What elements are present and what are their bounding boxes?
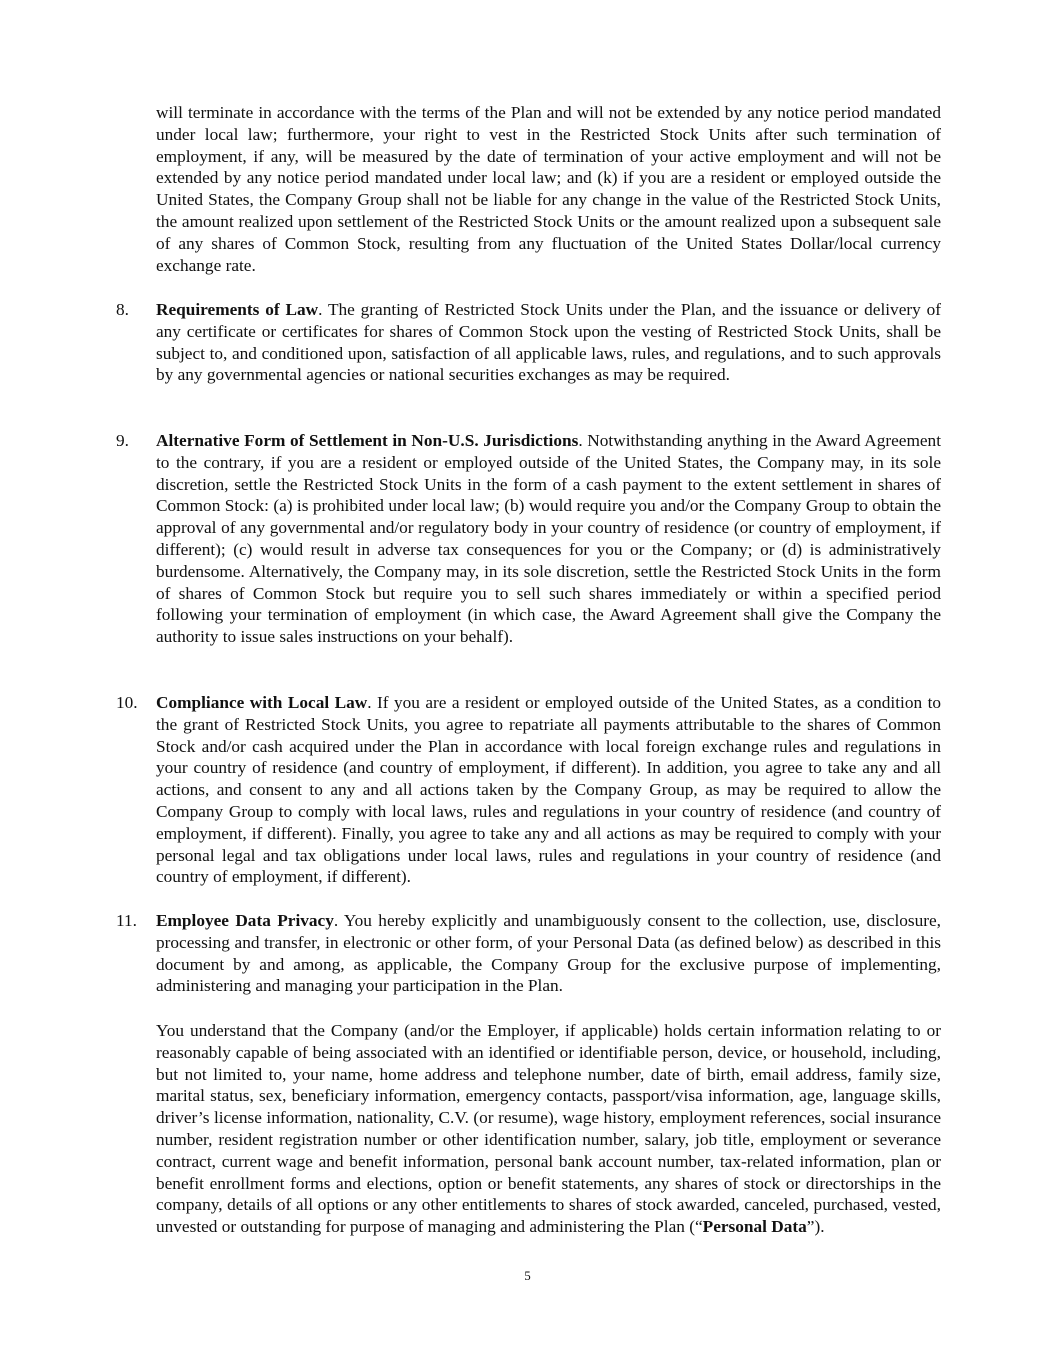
section-8-body: . The granting of Restricted Stock Units under the Plan, and the issuance or delivery of any certificate or certificates for shares of Common Stock upon the vesting of Restricted Stock Units, shall be subject to, and conditioned upon, satisfaction of all applicable laws, rules, and regulations, and to such approvals by any governmental agencies or national securities exchanges as may be required.: [156, 300, 941, 385]
section-9-body: . Notwithstanding anything in the Award Agreement to the contrary, if you are a resident or employed outside of the United States, the Company may, in its sole discretion, settle the Restricted Stock Units in the form of a cash payment to the extent settlement in shares of Common Stock: (a) is prohibited under local law; (b) would require you and/or the Company Group to obtain the approval of any governmental and/or regulatory body in your country of residence (or country of employment, if different); (c) would result in adverse tax consequences for you or the Company; or (d) is administratively burdensome. Alternatively, the Company may, in its sole discretion, settle the Restricted Stock Units in the form of shares of Common Stock but require you to sell such shares immediately or within a specified period following your termination of employment (in which case, the Award Agreement shall give the Company the authority to issue sales instructions on your behalf).: [156, 431, 941, 647]
section-9-paragraph: [156, 430, 941, 648]
page-number: 5: [524, 1268, 531, 1283]
personal-data-text-before: You understand that the Company (and/or the Employer, if applicable) holds certain information relating to or reasonably capable of being associated with an identified or identifiable person, device, or household, including, but not limited to, your name, home address and telephone number, date of birth, email address, family size, marital status, sex, beneficiary information, emergency contacts, passport/visa information, age, language skills, driver’s license information, nationality, C.V. (or resume), wage history, employment references, social insurance number, resident registration number or other identification number, salary, job title, employment or severance contract, current wage and benefit information, personal bank account number, tax-related information, plan or benefit enrollment forms and elections, option or benefit statements, any shares of stock or directorships in the company, details of all options or any other entitlements to shares of stock awarded, canceled, purchased, vested, unvested or outstanding for purpose of managing and administering the Plan (“: [156, 1021, 941, 1237]
section-8-heading: Requirements of Law: [156, 300, 319, 319]
section-10-heading: Compliance with Local Law: [156, 693, 368, 712]
section-10-paragraph: [156, 692, 941, 888]
section-11-paragraph-2: [156, 1020, 941, 1238]
section-11-number: 11.: [116, 911, 137, 930]
personal-data-text-after: ”).: [806, 1217, 825, 1237]
section-10-body: . If you are a resident or employed outside of the United States, as a condition to the grant of Restricted Stock Units, you agree to repatriate all payments attributable to the shares of Common Stock and/or cash acquired under the Plan in accordance with local foreign exchange rules and regulations in your country of residence (and country of employment, if different). In addition, you agree to take any and all actions, and consent to any and all actions taken by the Company Group, as may be required to allow the Company Group to comply with local laws, rules and regulations in your country of residence (and country of employment, if different). Finally, you agree to take any and all actions as may be required to comply with your personal legal and tax obligations under local laws, rules and regulations in your country of residence (and country of employment, if different).: [156, 693, 942, 887]
section-8-paragraph: [156, 299, 941, 386]
section-8-number: 8.: [116, 300, 129, 319]
section-9-heading: Alternative Form of Settlement in Non-U.S. Jurisdictions: [156, 431, 579, 450]
section-11-body: . You hereby explicitly and unambiguously consent to the collection, use, disclosure, processing and transfer, in electronic or other form, of your Personal Data (as defined below) as described in this document by and among, as applicable, the Company Group for the exclusive purpose of implementing, administering and managing your participation in the Plan.: [156, 911, 941, 996]
personal-data-defined-term: Personal Data: [702, 1217, 807, 1237]
continuation-text: will terminate in accordance with the terms of the Plan and will not be extended by any notice period mandated under local law; furthermore, your right to vest in the Restricted Stock Units after such termination of employment, if any, will be measured by the date of termination of your active employment and will not be extended by any notice period mandated under local law; and (k) if you are a resident or employed outside the United States, the Company Group shall not be liable for any change in the value of the Restricted Stock Units, the amount realized upon settlement of the Restricted Stock Units or the amount realized upon a subsequent sale of any shares of Common Stock, resulting from any fluctuation of the United States Dollar/local currency exchange rate.: [156, 103, 941, 275]
section-11-heading: Employee Data Privacy: [156, 911, 334, 930]
continuation-paragraph: [156, 102, 941, 276]
section-9-number: 9.: [116, 431, 129, 450]
section-11-paragraph: [156, 910, 941, 997]
section-10-number: 10.: [116, 693, 138, 712]
